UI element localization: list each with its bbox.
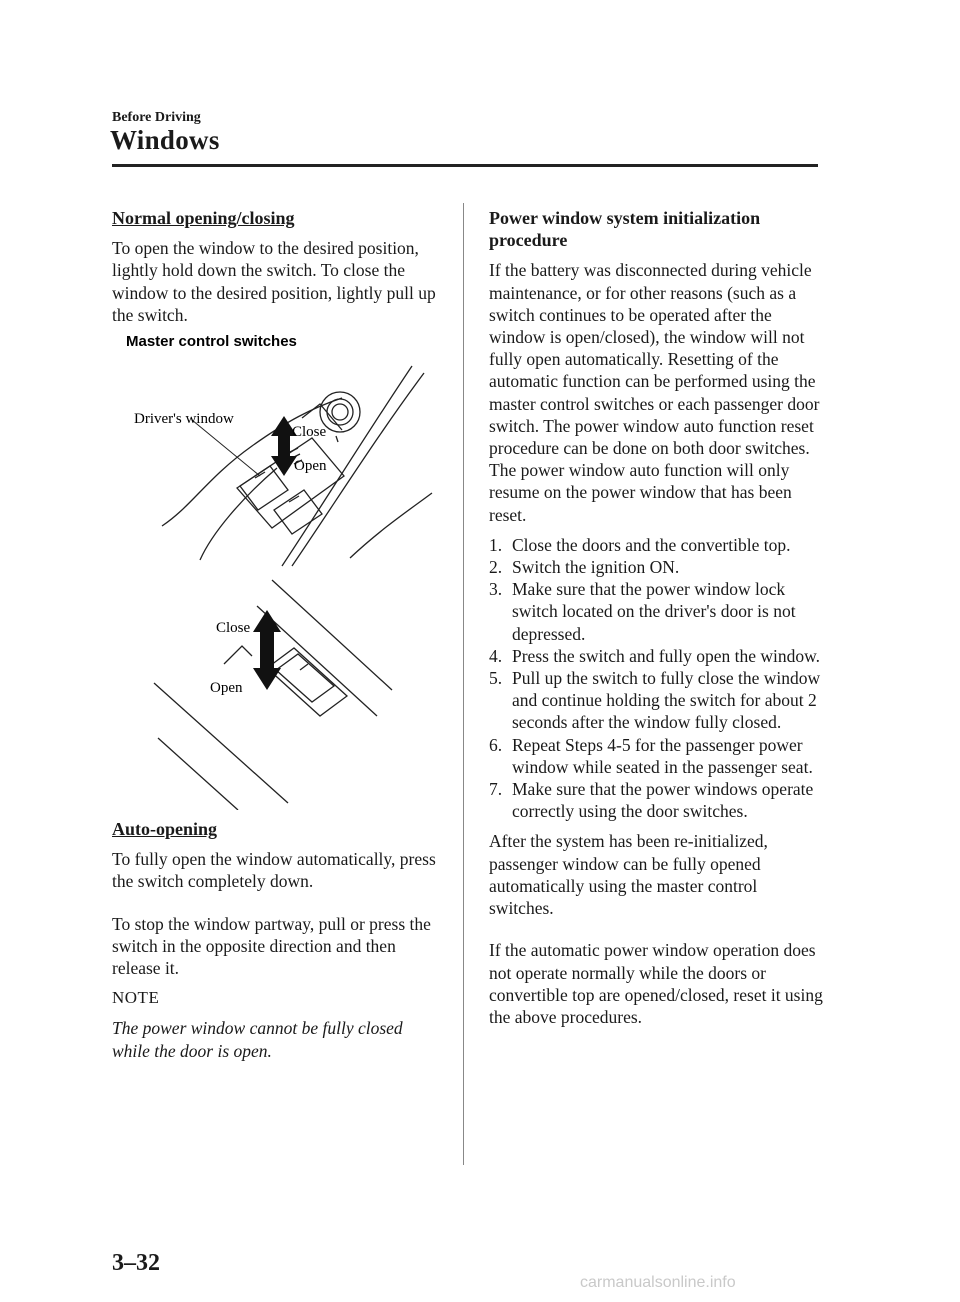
paragraph-reset-advice: If the automatic power window operation does not operate normally while the doors or convertible top are opened/closed, reset it using the above procedures. — [489, 940, 823, 1027]
list-item: 4. Press the switch and fully open the window. — [489, 645, 820, 666]
label-close-2: Close — [216, 620, 251, 636]
header-rule — [112, 164, 818, 167]
list-item: 1. Close the doors and the convertible top. — [489, 534, 791, 555]
figure-title: Master control switches — [126, 333, 297, 350]
list-item: 3. Make sure that the power window lock switch located on the driver's door is not depressed. — [489, 579, 796, 644]
right-column — [489, 207, 824, 1028]
paragraph-normal-operation: To open the window to the desired position, lightly hold down the switch. To close the window to the desired position, lightly pull up the switch. — [112, 238, 436, 325]
list-item: 6. Repeat Steps 4-5 for the passenger power window while seated in the passenger seat. — [489, 734, 813, 777]
master-control-switches-illustration — [112, 328, 442, 572]
label-open-2: Open — [210, 680, 243, 696]
watermark: carmanualsonline.info — [580, 1274, 736, 1291]
note-text: The power window cannot be fully closed while the door is open. — [112, 1018, 403, 1061]
heading-normal-opening-closing: Normal opening/closing — [112, 208, 295, 228]
steps-list — [489, 534, 824, 823]
note-label: NOTE — [112, 988, 160, 1008]
paragraph-after-reinitialized: After the system has been re-initialized, passenger window can be fully opened automatically using the master control switches. — [489, 831, 768, 919]
paragraph-auto-opening: To fully open the window automatically, press the switch completely down. — [112, 849, 436, 892]
section-label: Before Driving — [112, 110, 201, 125]
page-number: 3–32 — [112, 1250, 160, 1276]
label-close-1: Close — [292, 424, 327, 440]
list-item: 5. Pull up the switch to fully close the window and continue holding the switch for about 2 seconds after the window fully closed. — [489, 668, 821, 733]
left-column-lower — [112, 818, 442, 1062]
list-item: 7. Make sure that the power windows operate correctly using the door switches. — [489, 779, 814, 822]
column-divider — [463, 203, 464, 1165]
label-drivers-window: Driver's window — [134, 411, 234, 427]
left-column — [112, 207, 442, 326]
chapter-title: Windows — [110, 125, 220, 155]
list-item: 2. Switch the ignition ON. — [489, 557, 680, 578]
passenger-switch-illustration — [112, 578, 442, 810]
paragraph-initialization-intro: If the battery was disconnected during vehicle maintenance, or for other reasons (such as a switch continues to be operated after the window is open/closed), the window will not fully open automatically. Resetting of the automatic function can be performed using the master control switches or each passenger door switch. The power window auto function reset procedure can be done on both door switches. The power window auto function will only resume on the power window that has been reset. — [489, 260, 820, 525]
paragraph-stop-window: To stop the window partway, pull or press the switch in the opposite direction and then release it. — [112, 913, 431, 979]
label-open-1: Open — [294, 458, 327, 474]
heading-initialization: Power window system initialization procedure — [489, 208, 761, 251]
heading-auto-opening: Auto-opening — [112, 819, 218, 839]
